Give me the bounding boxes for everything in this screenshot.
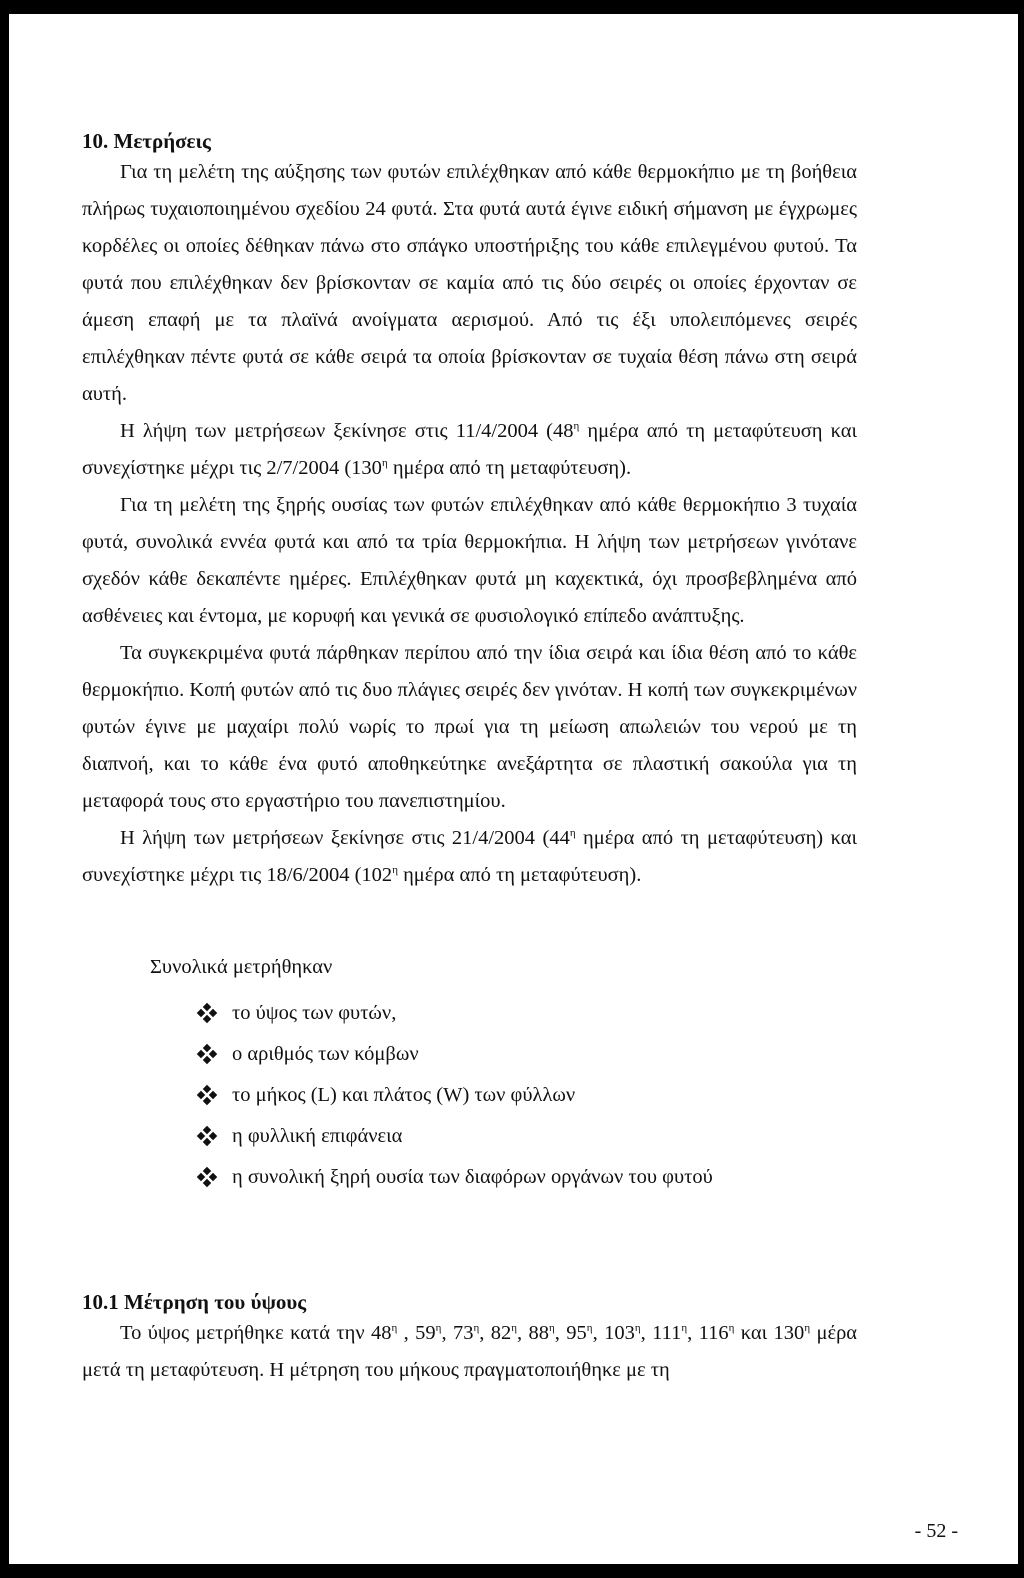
text-run: , 95: [554, 1322, 587, 1344]
page-number: - 52 -: [914, 1520, 958, 1542]
section-number: 10.: [82, 129, 109, 153]
list-item: [198, 1123, 857, 1164]
text-run: Το ύψος μετρήθηκε κατά την 48: [120, 1322, 392, 1344]
text-run: ημέρα από τη μεταφύτευση και συνεχίστηκε μέχρι τις 2/7/2004 (130: [82, 420, 857, 479]
text-run: , 116: [687, 1322, 729, 1344]
summary-intro: Συνολικά μετρήθηκαν: [150, 956, 333, 978]
diamond-bullet-icon: [198, 1004, 216, 1022]
ordinal-sup: η: [586, 1322, 593, 1334]
ordinal-sup: η: [569, 827, 576, 839]
scan-border-right: [1018, 0, 1024, 1578]
page-content: [82, 128, 857, 1389]
paragraph-measurement-dates: [82, 413, 857, 487]
diamond-bullet-icon: [198, 1168, 216, 1186]
diamond-bullet-icon: [198, 1045, 216, 1063]
ordinal-sup: η: [804, 1322, 811, 1334]
ordinal-sup: η: [681, 1322, 688, 1334]
diamond-bullet-icon: [198, 1127, 216, 1145]
ordinal-sup: η: [391, 1322, 398, 1334]
ordinal-sup: η: [473, 1322, 480, 1334]
list-item-text: η συνολική ξηρή ουσία των διαφόρων οργάνων του φυτού: [232, 1166, 713, 1188]
summary-block: [150, 954, 857, 1205]
diamond-bullet-icon: [198, 1086, 216, 1104]
measurement-list: [198, 1000, 857, 1205]
ordinal-sup: η: [392, 864, 398, 876]
ordinal-sup: η: [549, 1322, 555, 1334]
text-run: , 59: [397, 1322, 436, 1344]
scan-border-bottom: [0, 1564, 1024, 1578]
text-run: ημέρα από τη μεταφύτευση).: [387, 457, 632, 479]
text-run: , 82: [479, 1322, 512, 1344]
text-run: ημέρα από τη μεταφύτευση) και συνεχίστηκε μέχρι τις 18/6/2004 (102: [82, 827, 857, 886]
list-item: [198, 1164, 857, 1205]
section-title: Μετρήσεις: [113, 129, 211, 153]
list-item-text: το ύψος των φυτών,: [232, 1002, 397, 1024]
ordinal-sup: η: [573, 420, 580, 432]
list-item-text: ο αριθμός των κόμβων: [232, 1043, 419, 1065]
list-item-text: η φυλλική επιφάνεια: [232, 1125, 403, 1147]
ordinal-sup: η: [634, 1322, 641, 1334]
scan-border-left: [0, 0, 9, 1578]
text-run: , 88: [517, 1322, 550, 1344]
ordinal-sup: η: [728, 1322, 735, 1334]
text-run: μέρα μετά τη μεταφύτευση. Η μέτρηση του μήκους πραγματοποιήθηκε με τη: [82, 1322, 858, 1381]
text-run: ημέρα από τη μεταφύτευση).: [397, 864, 642, 886]
list-item: [198, 1082, 857, 1123]
paragraph-selection: [82, 154, 857, 413]
text-run: Η λήψη των μετρήσεων ξεκίνησε στις 21/4/2004 (44: [120, 827, 570, 849]
paragraph-height-measurement: [82, 1315, 857, 1389]
paragraph-cutting: Τα συγκεκριμένα φυτά πάρθηκαν περίπου από την ίδια σειρά και ίδια θέση από το κάθε θερμοκήπιο. Κοπή φυτών από τις δυο πλάγιες σειρές δεν γινόταν. Η κοπή των συγκεκριμένων φυτών έγινε με μαχαίρι πολύ νωρίς το πρωί για τη μείωση απωλειών του νερού με τη διαπνοή, και το κάθε ένα φυτό αποθηκεύτηκε ανεξάρτητα σε πλαστική σακούλα για τη μεταφορά τους στο εργαστήριο του πανεπιστημίου.: [82, 642, 857, 812]
text-run: , 73: [441, 1322, 474, 1344]
list-item: [198, 1041, 857, 1082]
paragraph-text: Τα φυτά που επιλέχθηκαν δεν βρίσκονταν σε καμία από τις δύο σειρές οι οποίες έρχονταν σε άμεση επαφή με τα πλαϊνά ανοίγματα αερισμού.: [82, 235, 857, 331]
scan-border-top: [0, 0, 1024, 14]
list-item-text: το μήκος (L) και πλάτος (W) των φύλλων: [232, 1084, 576, 1106]
list-item: [198, 1000, 857, 1041]
text-run: Η λήψη των μετρήσεων ξεκίνησε στις 11/4/2004 (48: [120, 420, 574, 442]
section-heading: [82, 128, 857, 154]
text-run: και 130: [734, 1322, 805, 1344]
ordinal-sup: η: [435, 1322, 442, 1334]
paragraph-dry-dates: [82, 820, 857, 894]
subsection-heading: 10.1 Μέτρηση του ύψους: [82, 1290, 307, 1314]
ordinal-sup: η: [381, 457, 388, 469]
paragraph-text: Από τις έξι υπολειπόμενες σειρές επιλέχθηκαν πέντε φυτά σε κάθε σειρά τα οποία βρίσκονταν σε τυχαία θέση πάνω στη σειρά αυτή.: [82, 309, 857, 405]
ordinal-sup: η: [511, 1322, 517, 1334]
text-run: , 111: [640, 1322, 682, 1344]
paragraph-text: Για τη μελέτη της αύξησης των φυτών επιλέχθηκαν από κάθε θερμοκήπιο με τη βοήθεια πλήρως τυχαιοποιημένου σχεδίου 24 φυτά. Στα φυτά αυτά έγινε ειδική σήμανση με έγχρωμες κορδέλες οι οποίες δέθηκαν πάνω στο σπάγκο υποστήριξης του κάθε επιλεγμένου φυτού.: [82, 161, 857, 257]
text-run: , 103: [592, 1322, 635, 1344]
paragraph-dry-matter: Για τη μελέτη της ξηρής ουσίας των φυτών επιλέχθηκαν από κάθε θερμοκήπιο 3 τυχαία φυτά, συνολικά εννέα φυτά και από τα τρία θερμοκήπια. Η λήψη των μετρήσεων γινότανε σχεδόν κάθε δεκαπέντε ημέρες. Επιλέχθηκαν φυτά μη καχεκτικά, όχι προσβεβλημένα από ασθένειες και έντομα, με κορυφή και γενικά σε φυσιολογικό επίπεδο ανάπτυξης.: [82, 494, 857, 627]
